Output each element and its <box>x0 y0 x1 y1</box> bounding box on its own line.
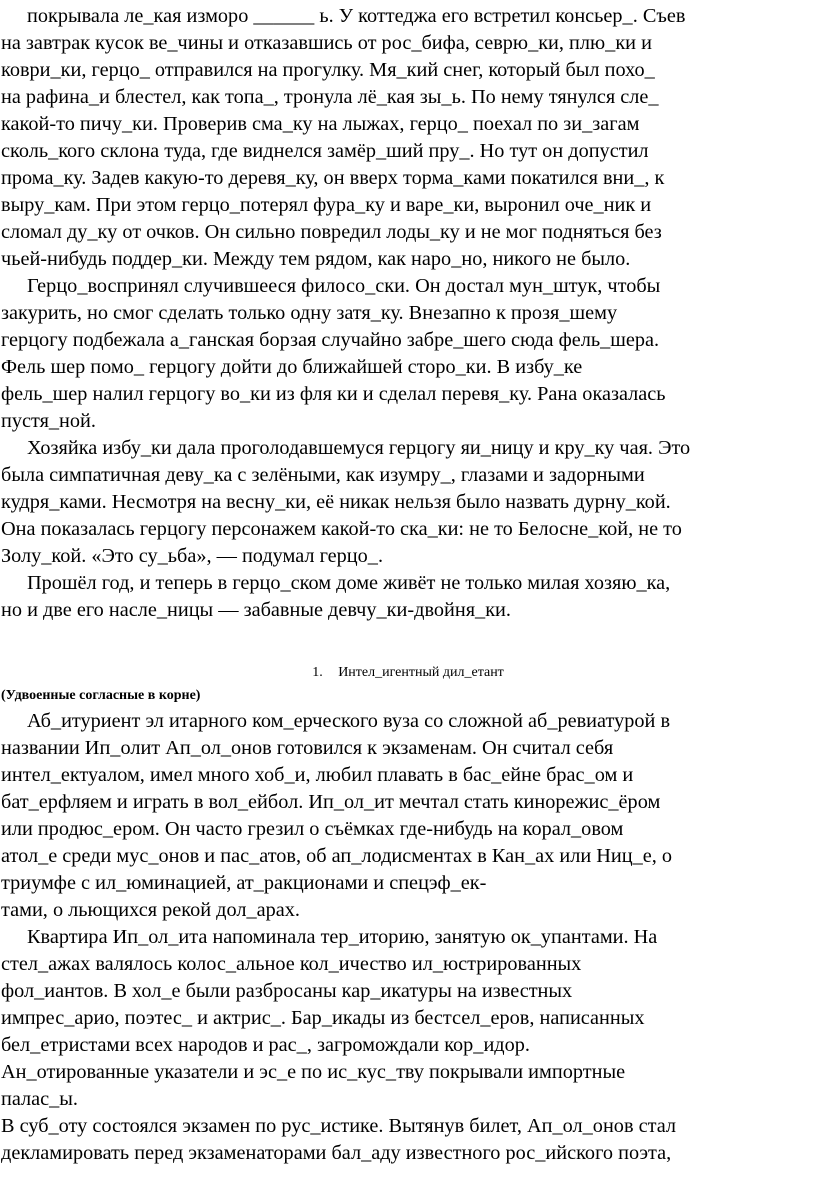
text-line: названии Ип_олит Ап_ол_онов готовился к экзаменам. Он считал себя <box>1 737 614 759</box>
text-line: Хозяйка избу_ки дала проголодавшемуся герцогу яи_ницу и кру_ку чая. Это <box>27 437 691 459</box>
text-line: стел_ажах валялось колос_альное кол_ичество ил_юстрированных <box>1 953 582 975</box>
text-line: на рафина_и блестел, как топа_, тронула лё_кая зы_ь. По нему тянулся сле_ <box>1 86 659 108</box>
text-line: чьей-нибудь поддер_ки. Между тем рядом, как наро_но, никого не было. <box>1 248 631 270</box>
text-line: прома_ку. Задев какую-то деревя_ку, он вверх торма_ками покатился вни_, к <box>1 167 665 189</box>
text-line: герцогу подбежала а_ганская борзая случайно забре_шего сюда фель_шера. <box>1 329 660 351</box>
heading-title: Интел_игентный дил_етант <box>338 665 504 680</box>
text-line: коври_ки, герцо_ отправился на прогулку. Мя_кий снег, который был похо_ <box>1 59 655 81</box>
text-line: бел_етристами всех народов и рас_, загромождали кор_идор. <box>1 1034 530 1056</box>
paragraph-6 <box>0 924 816 1113</box>
text-line: Золу_кой. «Это су_ьба», — подумал герцо_. <box>1 545 384 567</box>
text-line: атол_е среди мус_онов и пас_атов, об ап_лодисментах в Кан_ах или Ниц_е, о <box>1 845 673 867</box>
text-line: Она показалась герцогу персонажем какой-то ска_ки: не то Белосне_кой, не то <box>1 518 682 540</box>
text-line: Прошёл год, и теперь в герцо_ском доме живёт не только милая хозяю_ка, <box>27 572 671 594</box>
section-2 <box>0 651 816 1167</box>
paragraph-2 <box>0 273 816 435</box>
text-line: фель_шер налил герцогу во_ки из фля ки и сделал перевя_ку. Рана оказалась <box>1 383 666 405</box>
text-line: интел_ектуалом, имел много хоб_и, любил плавать в бас_ейне брас_ом и <box>1 764 634 786</box>
text-line: В суб_оту состоялся экзамен по рус_истике. Вытянув билет, Ап_ол_онов стал <box>1 1115 677 1137</box>
text-line: пустя_ной. <box>1 410 96 432</box>
paragraph-3 <box>0 435 816 570</box>
text-line: триумфе с ил_юминацией, ат_ракционами и спецэф_ек- <box>1 872 487 894</box>
text-line: Ан_отированные указатели и эс_е по ис_кус_тву покрывали импортные <box>1 1061 626 1083</box>
text-line: Аб_итуриент эл итарного ком_ерческого вуза со сложной аб_ревиатурой в <box>27 710 671 732</box>
text-line: палас_ы. <box>1 1088 78 1110</box>
text-line: бат_ерфляем и играть в вол_ейбол. Ип_ол_ит мечтал стать кинорежис_ёром <box>1 791 661 813</box>
text-line: покрывала ле_кая изморо ______ ь. У коттеджа его встретил консьер_. Съев <box>27 5 686 27</box>
paragraph-4 <box>0 570 816 624</box>
text-line: кудря_ками. Несмотря на весну_ки, её никак нельзя было назвать дурну_кой. <box>1 491 671 513</box>
text-line: закурить, но смог сделать только одну затя_ку. Внезапно к прозя_шему <box>1 302 618 324</box>
text-line: но и две его насле_ницы — забавные девчу_ки-двойня_ки. <box>1 599 511 621</box>
text-line: выру_кам. При этом герцо_потерял фура_ку и варе_ки, выронил оче_ник и <box>1 194 652 216</box>
text-line: фол_иантов. В хол_е были разбросаны кар_икатуры на известных <box>1 980 573 1002</box>
text-line: сломал ду_ку от очков. Он сильно повредил лоды_ку и не мог подняться без <box>1 221 662 243</box>
exercise-subheading: (Удвоенные согласные в корне) <box>1 688 201 703</box>
text-line: сколь_кого склона туда, где виднелся замёр_ший пру_. Но тут он допустил <box>1 140 649 162</box>
heading-number: 1. <box>312 665 323 680</box>
paragraph-5 <box>0 708 816 924</box>
paragraph-1 <box>0 3 816 273</box>
text-line: была симпатичная деву_ка с зелёными, как изумру_, глазами и задорными <box>1 464 645 486</box>
exercise-heading <box>0 651 816 687</box>
text-line: Герцо_воспринял случившееся филосо_ски. Он достал мун_штук, чтобы <box>27 275 661 297</box>
text-line: или продюс_ером. Он часто грезил о съёмках где-нибудь на корал_овом <box>1 818 624 840</box>
text-line: на завтрак кусок ве_чины и отказавшись от рос_бифа, севрю_ки, плю_ки и <box>1 32 652 54</box>
text-line: какой-то пичу_ки. Проверив сма_ку на лыжах, герцо_ поехал по зи_загам <box>1 113 640 135</box>
text-line: Фель шер помо_ герцогу дойти до ближайшей сторо_ки. В избу_ке <box>1 356 583 378</box>
text-line: импрес_арио, поэтес_ и актрис_. Бар_икады из бестсел_еров, написанных <box>1 1007 645 1029</box>
paragraph-7 <box>0 1113 816 1167</box>
text-line: декламировать перед экзаменаторами бал_аду известного рос_ийского поэта, <box>1 1142 672 1164</box>
text-line: тами, о льющихся рекой дол_арах. <box>1 899 300 921</box>
text-line: Квартира Ип_ол_ита напоминала тер_иторию, занятую ок_упантами. На <box>27 926 658 948</box>
paragraph-spacer <box>0 624 816 651</box>
